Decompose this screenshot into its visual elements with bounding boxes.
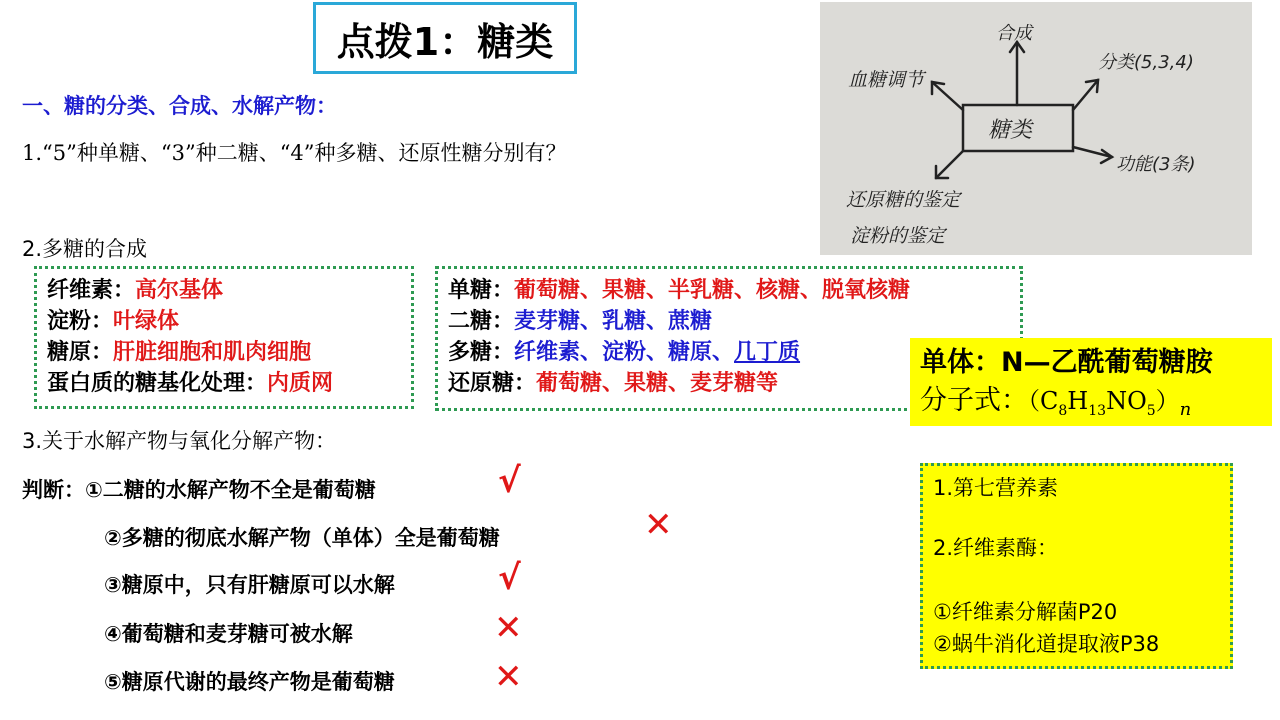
formula-sub: 5 xyxy=(1146,402,1156,419)
note-item: ①纤维素分解菌P20 xyxy=(933,600,1118,624)
center-text: 糖类 xyxy=(988,118,1033,143)
class-value: 麦芽糖、乳糖、蔗糖 xyxy=(514,309,713,334)
class-label: 二糖： xyxy=(448,309,515,334)
class-label: 还原糖： xyxy=(448,371,537,396)
branch-text: 分类(5,3,4) xyxy=(1098,52,1194,73)
formula-label: 分子式： xyxy=(920,385,1028,416)
note-item: ②蜗牛消化道提取液P38 xyxy=(933,632,1160,656)
branch-text: 淀粉的鉴定 xyxy=(850,225,946,247)
judgment-text: ④葡萄糖和麦芽糖可被水解 xyxy=(104,622,353,646)
note-item: 1.第七营养素 xyxy=(933,476,1059,500)
synthesis-value: 高尔基体 xyxy=(135,278,224,303)
cross-icon: ✕ xyxy=(494,657,523,697)
check-icon: √ xyxy=(498,461,521,501)
section-heading: 一、糖的分类、合成、水解产物： xyxy=(22,94,337,118)
synthesis-row xyxy=(47,306,411,337)
judgment-row xyxy=(104,522,500,552)
synthesis-label: 纤维素： xyxy=(47,278,136,303)
branch-text: 血糖调节 xyxy=(848,69,925,91)
synthesis-label: 蛋白质的糖基化处理： xyxy=(47,371,268,396)
check-icon: √ xyxy=(498,558,521,598)
class-row-di xyxy=(448,306,1020,337)
judgment-row xyxy=(104,569,395,599)
formula-sub: 13 xyxy=(1088,402,1107,419)
class-value: 葡萄糖、果糖、半乳糖、核糖、脱氧核糖 xyxy=(514,278,911,303)
handwritten-diagram-photo xyxy=(820,2,1252,255)
cross-icon: ✕ xyxy=(644,505,673,545)
class-row-mono xyxy=(448,275,1020,306)
question-3: 3.关于水解产物与氧化分解产物： xyxy=(22,429,337,453)
judgment-row xyxy=(104,666,395,696)
class-label: 多糖： xyxy=(448,340,515,365)
judgment-row xyxy=(22,474,376,504)
branch-text: 合成 xyxy=(996,23,1032,44)
judgment-row xyxy=(104,618,353,648)
note-item: 2.纤维素酶： xyxy=(933,536,1059,560)
formula-part: （C xyxy=(1028,387,1059,415)
question-2: 2.多糖的合成 xyxy=(22,237,148,261)
notes-box xyxy=(920,463,1233,669)
page-title: 点拨1：糖类 xyxy=(313,2,577,74)
formula-sub: 8 xyxy=(1058,402,1068,419)
cross-icon: ✕ xyxy=(494,608,523,648)
branch-text: 功能(3条) xyxy=(1116,154,1196,175)
chitin-link: 几丁质 xyxy=(734,340,801,365)
formula-part: H xyxy=(1067,387,1089,415)
mind-map-sketch xyxy=(820,2,1252,255)
molecular-formula xyxy=(920,382,1272,430)
class-label: 单糖： xyxy=(448,278,515,303)
synthesis-row xyxy=(47,368,411,399)
formula-part: NO xyxy=(1106,387,1147,415)
judgment-prefix: 判断： xyxy=(22,478,85,502)
synthesis-label: 淀粉： xyxy=(47,309,114,334)
monomer-box xyxy=(910,338,1272,426)
judgment-text: ⑤糖原代谢的最终产物是葡萄糖 xyxy=(104,670,395,694)
judgment-text: ③糖原中，只有肝糖原可以水解 xyxy=(104,573,395,597)
question-1: 1.“5”种单糖、“3”种二糖、“4”种多糖、还原性糖分别有？ xyxy=(22,141,567,165)
judgment-text: ②多糖的彻底水解产物（单体）全是葡萄糖 xyxy=(104,526,500,550)
synthesis-box xyxy=(34,266,414,409)
synthesis-row xyxy=(47,337,411,368)
synthesis-row xyxy=(47,275,411,306)
class-value: 纤维素、淀粉、糖原、 xyxy=(514,340,735,365)
synthesis-value: 肝脏细胞和肌肉细胞 xyxy=(113,340,312,365)
synthesis-value: 叶绿体 xyxy=(113,309,180,334)
branch-text: 还原糖的鉴定 xyxy=(846,189,961,211)
synthesis-label: 糖原： xyxy=(47,340,114,365)
formula-n: n xyxy=(1179,398,1192,420)
monomer-name: 单体：N—乙酰葡萄糖胺 xyxy=(920,347,1213,378)
formula-part: ） xyxy=(1155,387,1180,415)
formula-value xyxy=(1028,387,1192,420)
judgment-text: ①二糖的水解产物不全是葡萄糖 xyxy=(85,478,376,502)
synthesis-value: 内质网 xyxy=(267,371,334,396)
class-value: 葡萄糖、果糖、麦芽糖等 xyxy=(536,371,779,396)
